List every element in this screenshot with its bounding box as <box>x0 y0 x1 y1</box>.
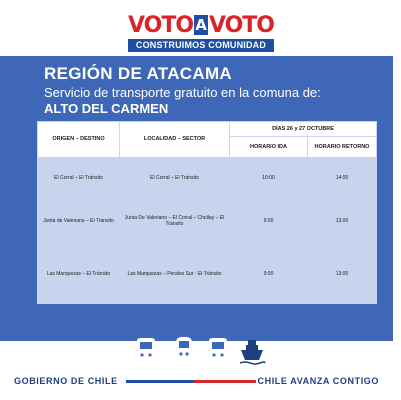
train-icon <box>172 335 196 367</box>
logo-tagline: CONSTRUIMOS COMUNIDAD <box>128 39 274 52</box>
cell-origin: Las Marquezas – El Tránsito <box>38 244 120 304</box>
header-locality: LOCALIDAD – SECTOR <box>120 122 230 158</box>
header-origin: ORIGEN – DESTINO <box>38 122 120 158</box>
footer-stripe-blue <box>126 380 194 383</box>
service-subtitle: Servicio de transporte gratuito en la comuna de: <box>44 85 321 100</box>
bus-icon <box>206 335 230 367</box>
cell-return: 13:00 <box>308 244 377 304</box>
logo-voto-right: VOTO <box>208 12 274 38</box>
bus-icon <box>134 335 158 367</box>
transport-schedule-table <box>37 121 377 304</box>
ferry-icon <box>238 335 266 367</box>
footer-stripe-red <box>194 380 256 383</box>
logo-wordmark <box>128 12 274 38</box>
cell-departure: 9:00 <box>230 244 308 304</box>
header-days: DÍAS 26 y 27 OCTUBRE <box>230 122 377 137</box>
region-title: REGIÓN DE ATACAMA <box>44 64 232 83</box>
cell-locality: Las Marquezas – Perales Sur - El Tránsito <box>120 244 230 304</box>
cell-return: 13:00 <box>308 199 377 243</box>
logo-a-badge: A <box>195 16 207 34</box>
logo-voto-left: VOTO <box>128 12 194 38</box>
footer-slogan: CHILE AVANZA CONTIGO <box>257 376 379 386</box>
commune-name: ALTO DEL CARMEN <box>44 101 169 116</box>
voto-a-voto-logo <box>128 12 274 52</box>
table-row <box>38 199 377 243</box>
cell-locality: Junta De Valeriano – El Corral – Chollay – El Tránsito <box>120 199 230 243</box>
panel-edge <box>393 0 401 345</box>
header-return: HORARIO RETORNO <box>308 136 377 157</box>
cell-locality: El Corral – El Tránsito <box>120 157 230 199</box>
cell-departure: 10:00 <box>230 157 308 199</box>
cell-departure: 9:00 <box>230 199 308 243</box>
table-row <box>38 244 377 304</box>
table-row <box>38 157 377 199</box>
transport-icons-row <box>0 335 401 371</box>
cell-return: 14:00 <box>308 157 377 199</box>
cell-origin: El Corral – El Tránsito <box>38 157 120 199</box>
header-departure: HORARIO IDA <box>230 136 308 157</box>
cell-origin: Junta de Valeriano – El Tránsito <box>38 199 120 243</box>
footer-gobierno: GOBIERNO DE CHILE <box>14 376 118 386</box>
